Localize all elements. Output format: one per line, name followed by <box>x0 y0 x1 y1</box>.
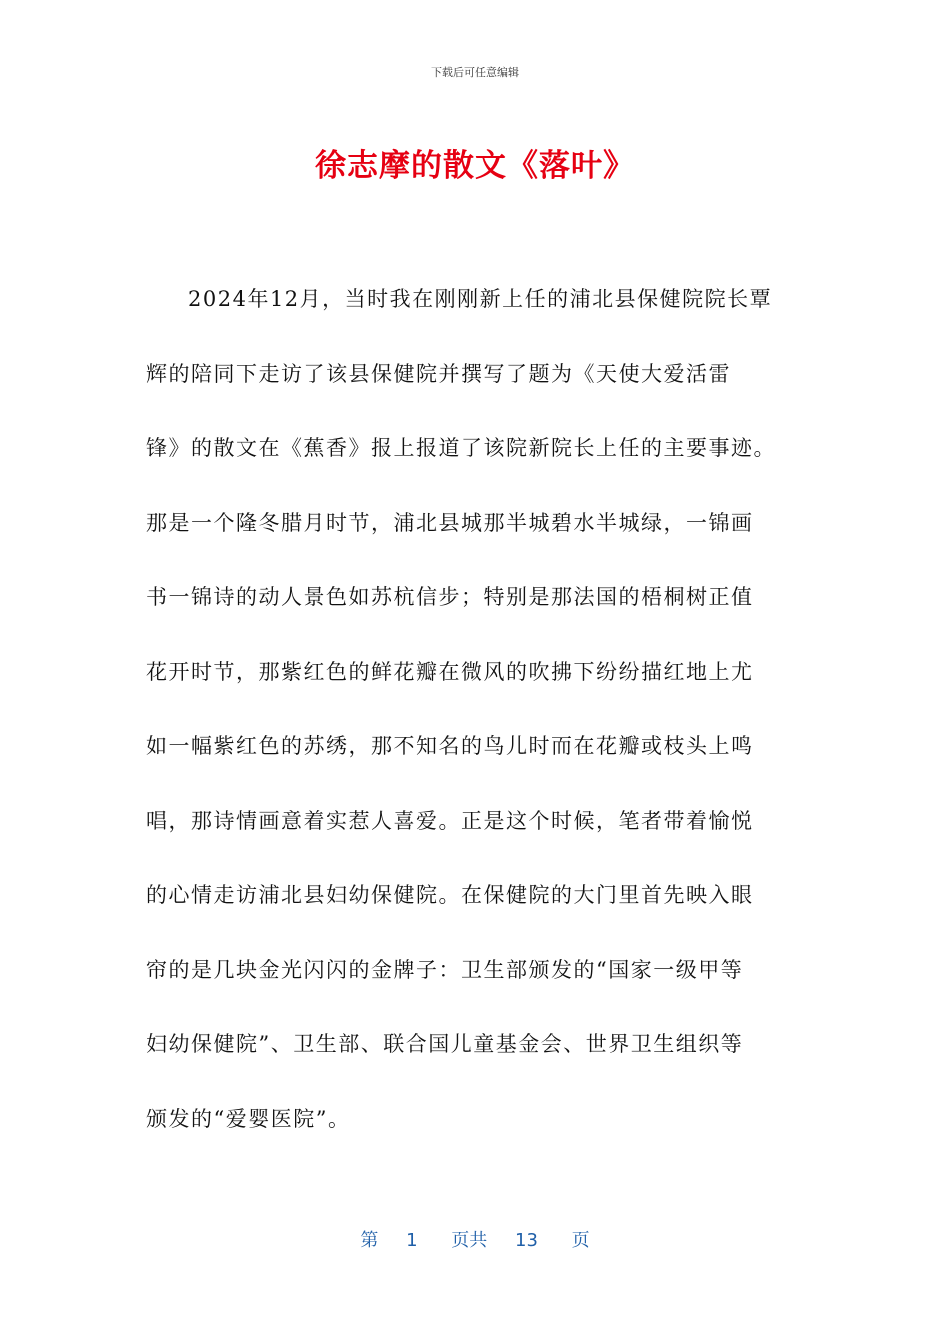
footer-prefix: 第 <box>360 1230 379 1251</box>
body-line: 唱，那诗情画意着实惹人喜爱。正是这个时候，笔者带着愉悦 <box>146 808 754 833</box>
body-line: 辉的陪同下走访了该县保健院并撰写了题为《天使大爱活雷 <box>146 361 731 386</box>
body-line: 2024年12月，当时我在刚刚新上任的浦北县保健院院长覃 <box>188 287 773 311</box>
body-line: 锋》的散文在《蕉香》报上报道了该院新院长上任的主要事迹。 <box>146 436 776 460</box>
header-note: 下载后可任意编辑 <box>431 66 519 79</box>
body-line: 的心情走访浦北县妇幼保健院。在保健院的大门里首先映入眼 <box>146 883 754 907</box>
current-page-number: 1 <box>406 1230 418 1251</box>
body-line: 帘的是几块金光闪闪的金牌子：卫生部颁发的“国家一级甲等 <box>146 957 744 982</box>
body-line: 花开时节，那紫红色的鲜花瓣在微风的吹拂下纷纷描红地上尤 <box>146 659 754 684</box>
body-line: 那是一个隆冬腊月时节，浦北县城那半城碧水半城绿，一锦画 <box>146 510 754 535</box>
footer-middle: 页共 <box>451 1230 488 1251</box>
body-line: 书一锦诗的动人景色如苏杭信步；特别是那法国的梧桐树正值 <box>146 585 754 609</box>
total-pages-number: 13 <box>515 1230 538 1251</box>
document-body <box>146 262 818 1156</box>
page-footer <box>0 1226 950 1252</box>
document-title: 徐志摩的散文《落叶》 <box>315 148 635 184</box>
footer-suffix: 页 <box>571 1230 590 1251</box>
body-line: 颁发的“爱婴医院”。 <box>146 1106 351 1131</box>
body-line: 如一幅紫红色的苏绣，那不知名的鸟儿时而在花瓣或枝头上鸣 <box>146 734 754 758</box>
body-line: 妇幼保健院”、卫生部、联合国儿童基金会、世界卫生组织等 <box>146 1032 744 1056</box>
